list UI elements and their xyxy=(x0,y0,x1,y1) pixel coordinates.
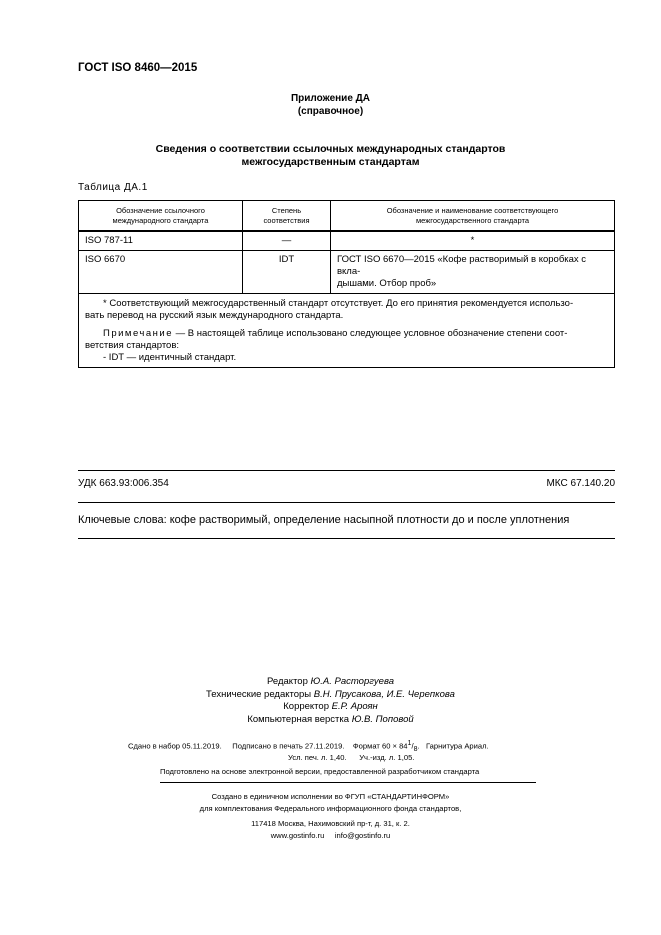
mks-code: МКС 67.140.20 xyxy=(546,478,615,489)
note-line-1: Примечание — В настоящей таблице использовано следующее условное обозначение степени соот- xyxy=(103,328,568,339)
header-ref-standard: Обозначение ссылочного международного стандарта xyxy=(79,201,243,232)
publisher-line-2: для комплектования Федерального информационного фонда стандартов, xyxy=(199,804,462,813)
cell-degree: — xyxy=(243,231,331,251)
table-notes xyxy=(79,294,614,367)
section-title-line-2: межгосударственным стандартам xyxy=(241,156,420,168)
footnote-line-1: * Соответствующий межгосударственный стандарт отсутствует. До его принятия рекомендуется использо- xyxy=(103,298,574,309)
credit-tech-editors: Технические редакторы В.Н. Прусакова, И.Е. Черепкова xyxy=(206,688,455,700)
section-title-line-1: Сведения о соответствии ссылочных международных стандартов xyxy=(155,143,506,155)
note-line-2: ветствия стандартов: xyxy=(85,340,180,351)
publisher-line-1: Создано в единичном исполнении во ФГУП «СТАНДАРТИНФОРМ» xyxy=(211,792,450,801)
credit-editor: Редактор Ю.А. Расторгуева xyxy=(266,676,394,687)
document-code: ГОСТ ISO 8460—2015 xyxy=(78,62,198,74)
footer-separator-top xyxy=(78,470,615,471)
table-header-row xyxy=(79,201,615,232)
publisher-email-link[interactable]: info@gostinfo.ru xyxy=(334,831,391,840)
table-row xyxy=(79,231,615,251)
table-label: Таблица ДА.1 xyxy=(78,182,148,193)
cell-gost: * xyxy=(331,231,615,251)
appendix-title: Приложение ДА xyxy=(290,93,371,104)
header-degree: Степень соответствия xyxy=(243,201,331,232)
cell-degree: IDT xyxy=(243,251,331,294)
publisher-address: 117418 Москва, Нахимовский пр-т, д. 31, к. 2. xyxy=(251,819,410,828)
udk-code: УДК 663.93:006.354 xyxy=(78,478,169,489)
print-info-line-2: Усл. печ. л. 1,40. Уч.-изд. л. 1,05. xyxy=(288,753,415,762)
footer-separator-bottom xyxy=(78,538,615,539)
correspondence-table xyxy=(78,200,615,368)
note-label: Примечание xyxy=(103,328,173,339)
keywords: Ключевые слова: кофе растворимый, определение насыпной плотности до и после уплотнения xyxy=(78,514,570,526)
header-gost-standard: Обозначение и наименование соответствующего межгосударственного стандарта xyxy=(331,201,615,232)
cell-ref: ISO 787-11 xyxy=(79,231,243,251)
table-row xyxy=(79,251,615,294)
credits-block xyxy=(0,676,661,726)
section-title xyxy=(0,143,661,169)
publisher-contacts xyxy=(0,830,661,842)
credit-layout: Компьютерная верстка Ю.В. Поповой xyxy=(247,713,414,725)
publisher-separator xyxy=(160,782,536,783)
appendix-subtitle: (справочное) xyxy=(297,106,364,117)
note-item: - IDT — идентичный стандарт. xyxy=(103,352,237,363)
publisher-site-link[interactable]: www.gostinfo.ru xyxy=(270,831,325,840)
cell-gost: ГОСТ ISO 6670—2015 «Кофе растворимый в коробках с вкла- дышами. Отбор проб» xyxy=(331,251,615,294)
cell-ref: ISO 6670 xyxy=(79,251,243,294)
footnote-line-2: вать перевод на русский язык международного стандарта. xyxy=(85,310,344,321)
print-info-line-1: Сдано в набор 05.11.2019. Подписано в печать 27.11.2019. Формат $60 \times 84^1/_8$. Гарнитура Ариал. xyxy=(128,740,489,754)
print-info-line-3: Подготовлено на основе электронной версии, предоставленной разработчиком стандарта xyxy=(160,767,480,776)
credit-corrector: Корректор Е.Р. Ароян xyxy=(283,701,378,712)
footer-separator-mid xyxy=(78,502,615,503)
appendix-heading xyxy=(0,92,661,118)
publisher-block xyxy=(0,791,661,842)
table-notes-row xyxy=(79,294,615,368)
